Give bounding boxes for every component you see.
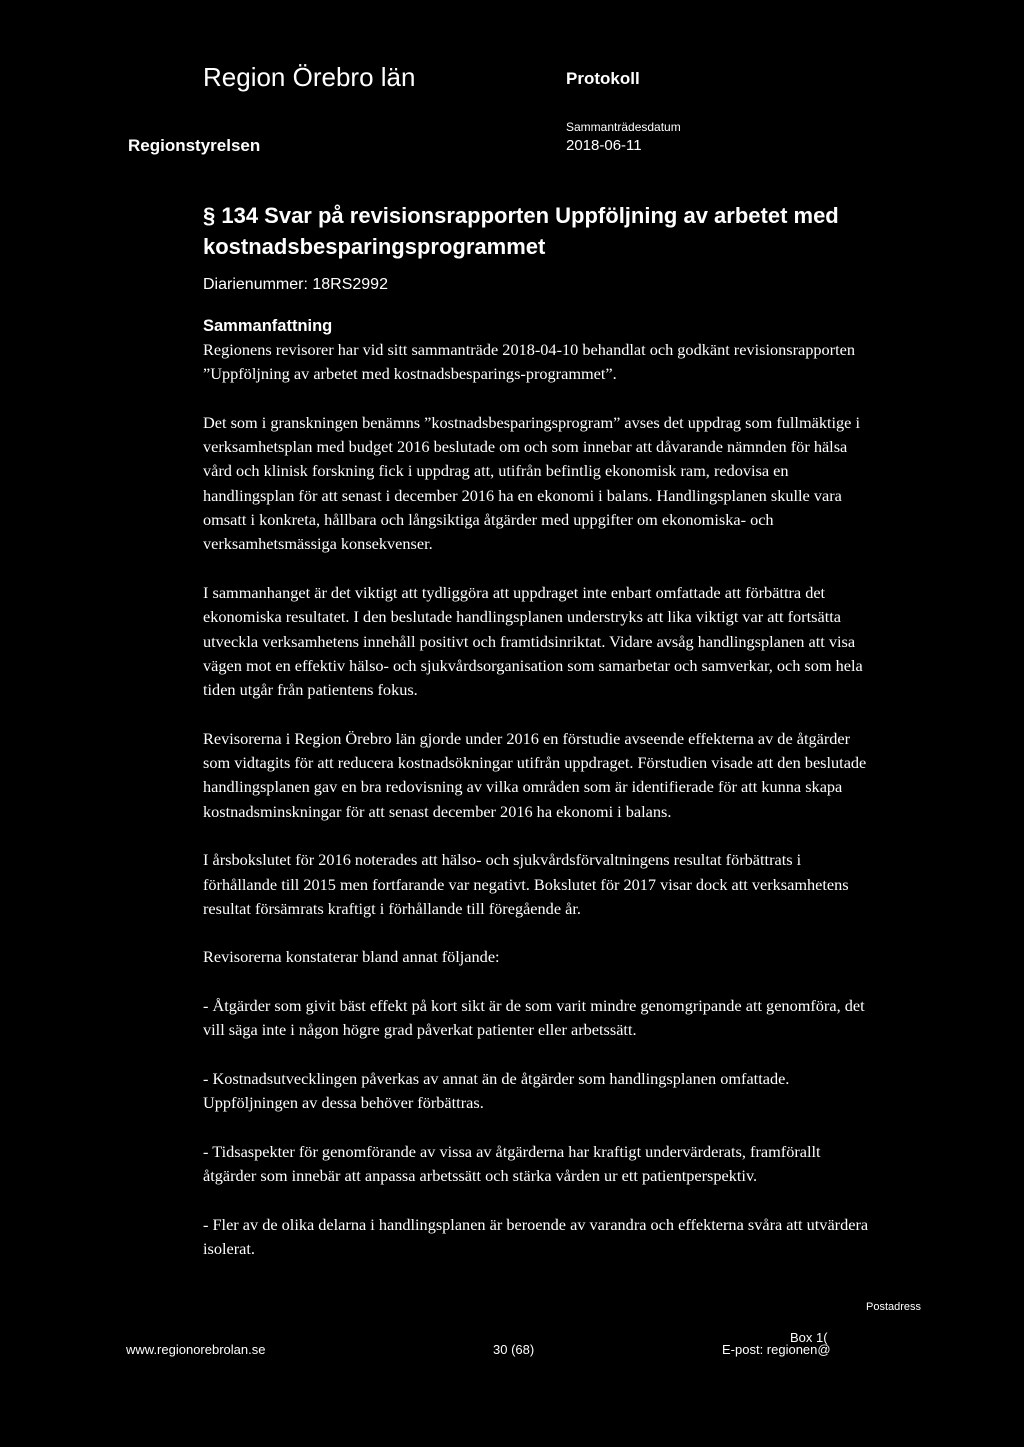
board-name: Regionstyrelsen [128, 136, 261, 155]
paragraph: Revisorerna i Region Örebro län gjorde under 2016 en förstudie avseende effekterna av de åtgärder som vidtagits för att reducera kostnadsökningar utifrån uppdraget. Förstudien visade att den beslutade handlingsplanen gav en bra redovisning av vilka områden som är identifierade för att kunna skapa kostnadsminskningar för att senast december 2016 ha ekonomi i balans. [203, 728, 867, 821]
postal-label: Postadress [866, 1301, 922, 1313]
paragraph: I sammanhanget är det viktigt att tydliggöra att uppdraget inte enbart omfattade att förbättra det ekonomiska resultatet. I den beslutade handlingsplanen understryks att lika viktigt var att fortsätta utveckla verksamhetens innehåll positivt och framtidsinriktat. Vidare avsåg handlingsplanen att visa vägen mot en effektiv hälso- och sjukvårdsorganisation som samarbetar och samverkar, och som hela tiden utgår från patientens fokus. [203, 582, 863, 700]
list-item: - Fler av de olika delarna i handlingsplanen är beroende av varandra och effekterna svåra att utvärdera isolerat. [203, 1214, 869, 1258]
diarienummer: Diarienummer: 18RS2992 [203, 276, 388, 293]
list-item: - Åtgärder som givit bäst effekt på kort sikt är de som varit mindre genomgripande att genomföra, det vill säga inte i någon högre grad påverkat patienter eller arbetssätt. [203, 996, 865, 1040]
meeting-date: 2018-06-11 [566, 137, 642, 154]
paragraph: Revisorerna konstaterar bland annat följande: [203, 947, 500, 967]
summary-title: Sammanfattning [203, 317, 333, 335]
page-number: 30 (68) [493, 1342, 535, 1357]
date-label: Sammanträdesdatum [566, 120, 681, 134]
document-type: Protokoll [566, 69, 640, 88]
paragraph: Regionens revisorer har vid sitt sammanträde 2018-04-10 behandlat och godkänt revisionsrapporten ”Uppföljning av arbetet med kostnadsbesparings-programmet”. [203, 340, 855, 384]
organization-name: Region Örebro län [203, 62, 416, 92]
postal-box: Box 1( [790, 1330, 828, 1345]
website-link[interactable]: www.regionorebrolan.se [126, 1342, 266, 1357]
list-item: - Kostnadsutvecklingen påverkas av annat än de åtgärder som handlingsplanen omfattade. Uppföljningen av dessa behöver förbättras. [203, 1068, 790, 1113]
email-address[interactable]: E-post: regionen@ [722, 1342, 831, 1357]
body-text [203, 338, 873, 1286]
paragraph: I årsbokslutet för 2016 noterades att hälso- och sjukvårdsförvaltningens resultat förbättrats i förhållande till 2015 men fortfarande var negativt. Bokslutet för 2017 visar dock att verksamhetens resultat försämrats kraftigt i förhållande till föregående år. [203, 850, 849, 918]
list-item: - Tidsaspekter för genomförande av vissa av åtgärderna har kraftigt undervärderats, framförallt åtgärder som innebär att anpassa arbetssätt och stärka vården ur ett patientperspektiv. [203, 1141, 821, 1186]
paragraph: Det som i granskningen benämns ”kostnadsbesparingsprogram” avses det uppdrag som fullmäktige i verksamhetsplan med budget 2016 beslutade om och som innebar att dåvarande nämnden för hälsa vård och klinisk forskning fick i uppdrag att, utifrån befintlig ekonomisk ram, redovisa en handlingsplan för att senast i december 2016 ha en ekonomi i balans. Handlingsplanen skulle vara omsatt i konkreta, hållbara och långsiktiga åtgärder med uppgifter om ekonomiska- och verksamhetsmässiga konsekvenser. [203, 412, 860, 554]
section-heading: § 134 Svar på revisionsrapporten Uppföljning av arbetet med kostnadsbesparingsprogrammet [203, 203, 839, 259]
